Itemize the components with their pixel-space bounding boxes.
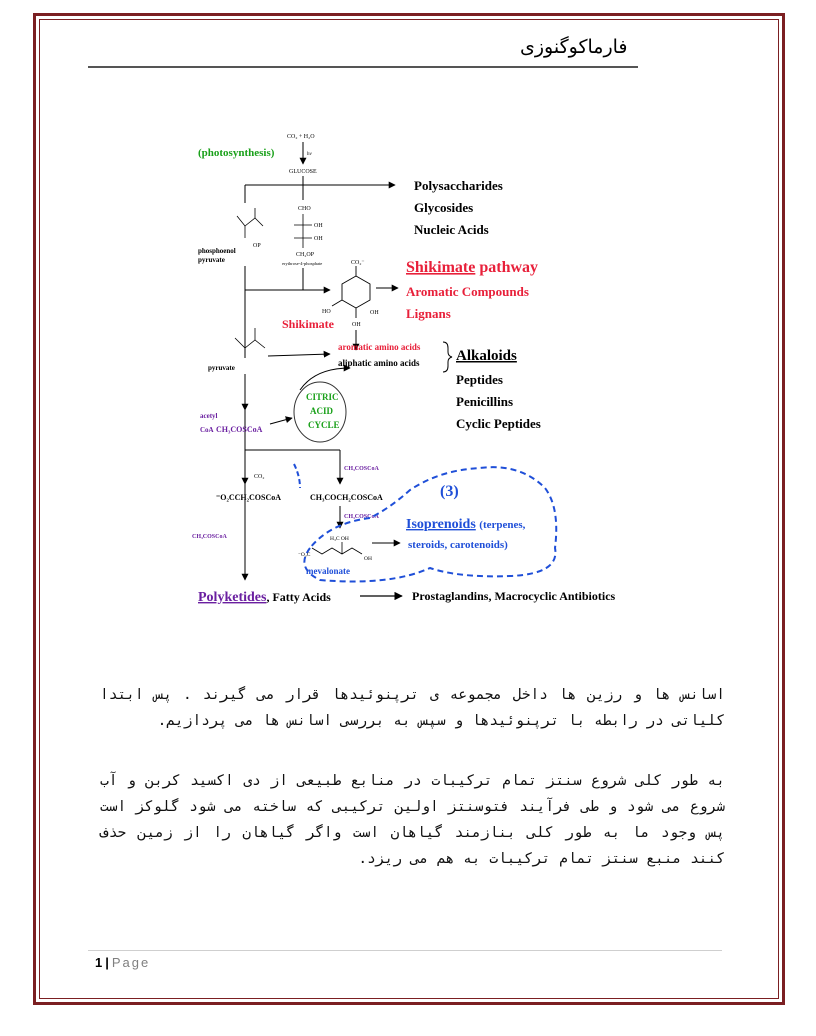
label-hv: hν — [307, 152, 312, 157]
header-divider — [88, 66, 638, 68]
structure-phosphoenolpyruvate — [237, 208, 263, 238]
label-group-three: (3) — [440, 483, 459, 500]
label-peptides: Peptides — [456, 372, 503, 387]
label-h3c-oh: H₃C OH — [330, 536, 349, 542]
body-paragraph-1: اسانس ها و رزین ها داخل مجموعه ی ترپنوئیدها قرار می گیرند . پس ابتدا کلیاتی در رابطه با ترپنوئیدها و سپس به بررسی اسانس ها می پردازیم. — [100, 687, 725, 729]
label-cho: CHO — [298, 206, 311, 212]
label-polyketides-line — [198, 590, 331, 605]
label-ch3coscoa-r1: CH₃COSCoA — [344, 466, 379, 472]
label-co2-h2o: CO₂ + H₂O — [287, 134, 315, 140]
pathway-word: pathway — [479, 259, 539, 276]
label-pyruvate: pyruvate — [208, 364, 235, 372]
structure-erythrose — [294, 214, 312, 248]
label-mevalonate: mevalonate — [306, 566, 350, 576]
label-cycle: CYCLE — [308, 420, 340, 430]
page-label: Page — [111, 955, 151, 970]
label-shikimate: Shikimate — [282, 317, 335, 331]
isoprenoids-word: Isoprenoids — [406, 517, 476, 532]
label-acetyl: acetyl — [200, 412, 218, 420]
label-malonyl-coa: ⁻O₂CCH₂COSCoA — [216, 493, 282, 502]
label-co2-minus: CO₂⁻ — [351, 260, 365, 266]
label-op: OP — [253, 243, 261, 249]
label-cyclic-peptides: Cyclic Peptides — [456, 416, 541, 431]
label-lignans: Lignans — [406, 306, 451, 321]
label-prostaglandins: Prostaglandins, Macrocyclic Antibiotics — [412, 589, 616, 603]
terpenes-word: (terpenes, — [479, 519, 526, 531]
label-glycosides: Glycosides — [414, 200, 474, 215]
label-acid: ACID — [310, 406, 334, 416]
label-isoprenoids — [406, 517, 526, 532]
biosynthesis-pathway-figure — [190, 128, 652, 608]
fatty-acids-word: , Fatty Acids — [266, 590, 331, 604]
footer-divider — [88, 950, 722, 951]
bracket-amino — [443, 342, 452, 372]
label-acetyl-coa: CH₃COSCoA — [216, 425, 263, 434]
label-oh-4: OH — [370, 310, 379, 316]
label-ho-1: HO — [322, 309, 331, 315]
label-penicillins: Penicillins — [456, 394, 514, 409]
arrow-pyruvate-amino — [268, 354, 330, 356]
polyketides-word: Polyketides — [198, 590, 267, 605]
label-acetoacetyl-coa: CH₃COCH₂COSCoA — [310, 493, 383, 502]
label-coa: CoA — [200, 426, 214, 434]
page-footer — [95, 955, 150, 970]
label-citric: CITRIC — [306, 392, 339, 402]
label-phosphoenol: phosphoenol — [198, 247, 236, 255]
arrow-citric-to-amino — [300, 368, 350, 390]
label-photosynthesis: (photosynthesis) — [198, 147, 275, 159]
page-number: 1 — [95, 955, 103, 970]
body-paragraph-2: به طور کلی شروع سنتز تمام ترکیبات در منابع طبیعی از دی اکسید کربن و آب شروع می شود و طی فرآیند فتوسنتز اولین ترکیبی که ساخته می شود گلوکز است پس وجود ما به طور کلی بنازمند گیاهان است واگر گیاهان را از زمین حذف کنند منبع سنتز تمام ترکیبات به هم می ریزد. — [100, 773, 725, 867]
label-steroids: steroids, carotenoids) — [408, 539, 508, 551]
arrow-acetyl-citric — [270, 418, 292, 424]
label-ch2op: CH₂OP — [296, 252, 315, 258]
label-nucleic-acids: Nucleic Acids — [414, 222, 489, 237]
blue-dashed-hook — [294, 464, 300, 488]
label-oh-2: OH — [314, 236, 323, 242]
label-pep-pyruvate: pyruvate — [198, 256, 225, 264]
label-aromatic-compounds: Aromatic Compounds — [406, 284, 529, 299]
label-co2-small: CO₂ — [254, 474, 265, 480]
label-aromatic-amino: aromatic amino acids — [338, 342, 421, 352]
shikimate-pathway-title: Shikimate — [406, 259, 476, 276]
page-header-title: فارماکوگنوزی — [520, 36, 628, 58]
label-aliphatic-amino: aliphatic amino acids — [338, 358, 420, 368]
label-shikimate-pathway — [406, 259, 538, 276]
label-polysaccharides: Polysaccharides — [414, 178, 503, 193]
label-ch3coscoa-r2: CH₃COSCoA — [344, 514, 379, 520]
label-ch3coscoa-left: CH₃COSCoA — [192, 534, 227, 540]
structure-mevalonate — [312, 542, 362, 554]
label-glucose: GLUCOSE — [289, 169, 317, 175]
label-erythrose-phosphate: erythrose-4-phosphate — [282, 261, 323, 266]
label-o2c: ⁻O₂C — [298, 552, 311, 558]
label-oh-3: OH — [352, 322, 361, 328]
structure-pyruvate — [235, 324, 265, 348]
label-oh-5: OH — [364, 556, 372, 562]
footer-separator: | — [105, 955, 109, 970]
label-oh-1: OH — [314, 223, 323, 229]
label-alkaloids: Alkaloids — [456, 348, 517, 364]
structure-shikimate-ring — [332, 266, 370, 318]
